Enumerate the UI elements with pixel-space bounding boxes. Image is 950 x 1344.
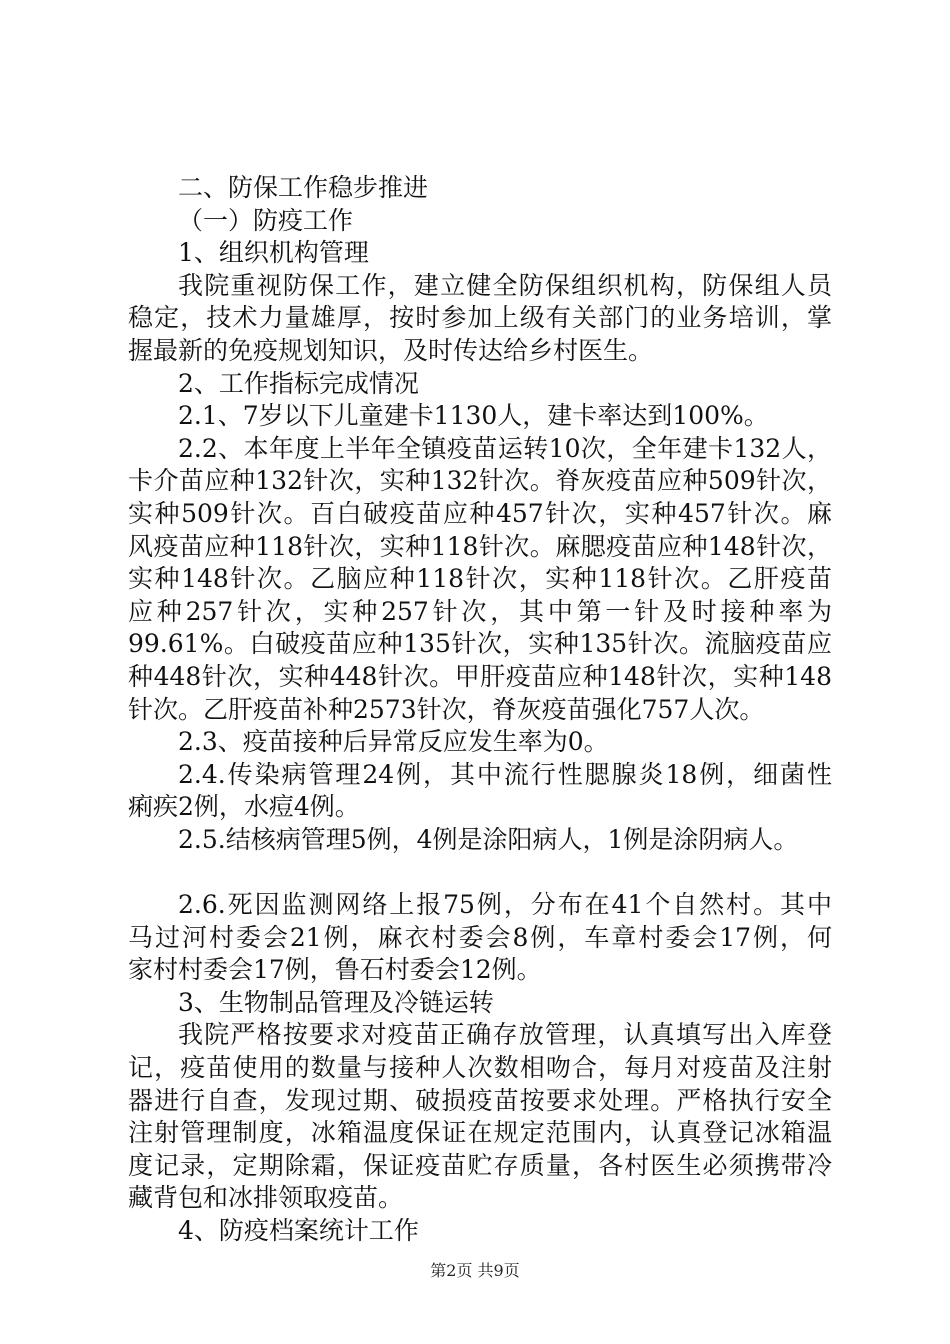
paragraph-line: 家村村委会17例，鲁石村委会12例。 (128, 955, 542, 985)
paragraph-line: 度记录，定期除霜，保证疫苗贮存质量，各村医生必须携带冷 (128, 1150, 832, 1180)
paragraph-line: 2.3、疫苗接种后异常反应发生率为0。 (178, 727, 609, 757)
paragraph-line: 实种148针次。乙脑应种118针次，实种118针次。乙肝疫苗 (128, 564, 832, 594)
paragraph-line: 3、生物制品管理及冷链运转 (178, 987, 494, 1017)
paragraph-line: 2.1、7岁以下儿童建卡1130人，建卡率达到100%。 (178, 401, 769, 431)
paragraph-line: 实种509针次。百白破疫苗应种457针次，实种457针次。麻 (128, 498, 832, 528)
paragraph-line: 4、防疫档案统计工作 (178, 1216, 419, 1245)
document-body (128, 172, 832, 1248)
paragraph-line: 2.4.传染病管理24例，其中流行性腮腺炎18例，细菌性 (178, 759, 832, 789)
paragraph-line: 2.5.结核病管理5例，4例是涂阳病人，1例是涂阴病人。 (178, 824, 799, 854)
blank-line (128, 856, 832, 889)
paragraph-line: 藏背包和冰排领取疫苗。 (128, 1183, 404, 1213)
paragraph-line: 痢疾2例，水痘4例。 (128, 792, 360, 822)
paragraph-line: （一）防疫工作 (178, 205, 354, 235)
paragraph-line: 针次。乙肝疫苗补种2573针次，脊灰疫苗强化757人次。 (128, 694, 765, 724)
paragraph-line: 二、防保工作稳步推进 (178, 173, 429, 202)
paragraph-line: 器进行自查，发现过期、破损疫苗按要求处理。严格执行安全 (128, 1085, 832, 1115)
paragraph-line: 我院重视防保工作，建立健全防保组织机构，防保组人员 (178, 270, 832, 300)
paragraph-line: 风疫苗应种118针次，实种118针次。麻腮疫苗应种148针次， (128, 531, 832, 561)
paragraph-line: 2.6.死因监测网络上报75例，分布在41个自然村。其中 (178, 890, 832, 920)
paragraph-line: 99.61%。白破疫苗应种135针次，实种135针次。流脑疫苗应 (128, 629, 832, 659)
page-footer: 第2页 共9页 (430, 1261, 520, 1280)
paragraph-line: 应种257针次，实种257针次，其中第一针及时接种率为 (128, 596, 832, 626)
paragraph-line: 记，疫苗使用的数量与接种人次数相吻合，每月对疫苗及注射 (128, 1053, 832, 1083)
paragraph-line: 稳定，技术力量雄厚，按时参加上级有关部门的业务培训，掌 (128, 303, 832, 333)
paragraph-line: 注射管理制度，冰箱温度保证在规定范围内，认真登记冰箱温 (128, 1118, 832, 1148)
paragraph-line: 我院严格按要求对疫苗正确存放管理，认真填写出入库登 (178, 1020, 832, 1050)
paragraph-line: 1、组织机构管理 (178, 238, 369, 268)
paragraph-line: 马过河村委会21例，麻衣村委会8例，车章村委会17例，何 (128, 922, 832, 952)
paragraph-line: 2、工作指标完成情况 (178, 368, 419, 398)
paragraph-line: 握最新的免疫规划知识，及时传达给乡村医生。 (128, 335, 654, 365)
paragraph-line: 2.2、本年度上半年全镇疫苗运转10次，全年建卡132人， (178, 433, 832, 463)
paragraph-line: 种448针次，实种448针次。甲肝疫苗应种148针次，实种148 (128, 661, 832, 691)
paragraph-line: 卡介苗应种132针次，实种132针次。脊灰疫苗应种509针次， (128, 466, 832, 496)
